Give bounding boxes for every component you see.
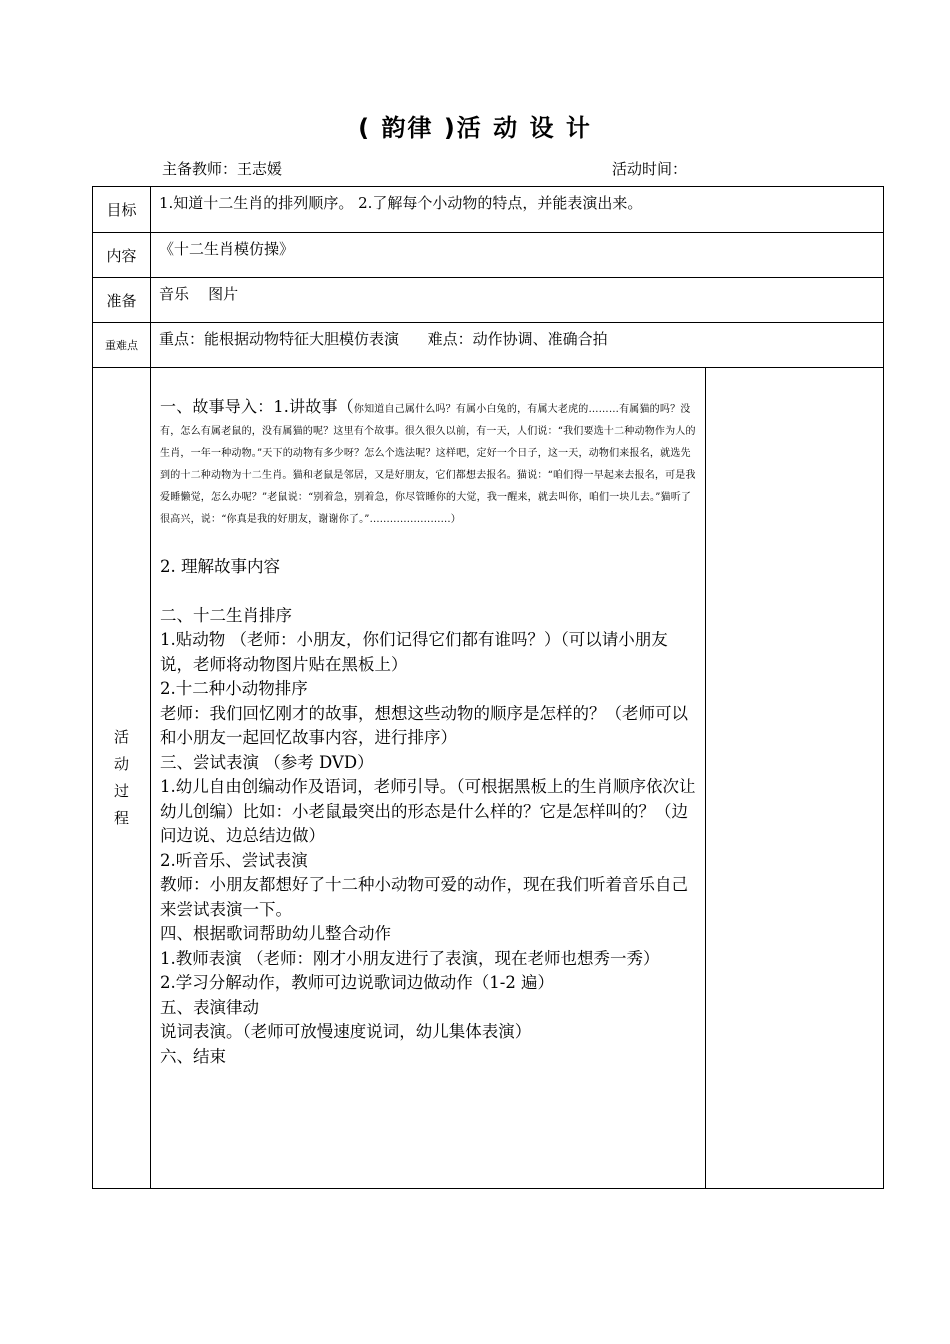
- content-row: [93, 233, 884, 278]
- process-line: 1.幼儿自由创编动作及语词，老师引导。（可根据黑板上的生肖顺序依次让幼儿创编）比如：小老鼠最突出的形态是什么样的？它是怎样叫的？（边问边说、边总结边做）: [160, 777, 696, 845]
- story-intro: 一、故事导入：1.讲故事（: [160, 397, 354, 416]
- activity-table: [92, 186, 884, 1189]
- process-line: 四、根据歌词帮助幼儿整合动作: [160, 924, 391, 943]
- key-label: 重难点: [93, 323, 151, 368]
- prep-row: [93, 278, 884, 323]
- goal-label: 目标: [93, 187, 151, 233]
- activity-time: 活动时间：: [612, 160, 688, 178]
- process-line: 老师：我们回忆刚才的故事，想想这些动物的顺序是怎样的？（老师可以和小朋友一起回忆故事内容，进行排序）: [160, 703, 688, 747]
- process-row: [93, 368, 884, 1189]
- process-line: 五、表演律动: [160, 997, 259, 1017]
- prep-content: 音乐 图片: [159, 285, 239, 303]
- content-label: 内容: [93, 233, 151, 278]
- process-line: 2. 理解故事内容: [160, 557, 280, 576]
- process-label-char: 活: [113, 728, 129, 746]
- process-line: 教师：小朋友都想好了十二种小动物可爱的动作，现在我们听着音乐自己来尝试表演一下。: [160, 875, 688, 919]
- process-content: [151, 368, 705, 1069]
- process-line: 说词表演。（老师可放慢速度说词，幼儿集体表演）: [160, 1022, 532, 1041]
- goal-content: 1.知道十二生肖的排列顺序。 2.了解每个小动物的特点，并能表演出来。: [159, 194, 643, 212]
- process-label: [93, 368, 151, 1189]
- story-text: 你知道自己属什么吗？有属小白兔的，有属大老虎的………有属猫的吗？没有，怎么有属老鼠的，没有属猫的呢？这里有个故事。很久很久以前，有一天，人们说：“我们要选十二种动物作为人的生肖，一年一种动物。”天下的动物有多少呀？怎么个选法呢？这样吧，定好一个日子，这一天，动物们来报名，就选先到的十二种动物为十二生肖。猫和老鼠是邻居，又是好朋友，它们都想去报名。猫说：“咱们得一早起来去报名，可是我爱睡懒觉，怎么办呢？”老鼠说：“别着急，别着急，你尽管睡你的大觉，我一醒来，就去叫你，咱们一块儿去。”猫听了很高兴，说：“你真是我的好朋友，谢谢你了。”........................）: [160, 404, 696, 525]
- process-label-char: 过: [113, 782, 129, 800]
- page-title: ( 韵律 )活 动 设 计: [358, 114, 592, 142]
- process-line: 二、十二生肖排序: [160, 605, 292, 625]
- process-line: 2.十二种小动物排序: [160, 679, 308, 698]
- key-row: [93, 323, 884, 368]
- story-paragraph: [160, 396, 697, 531]
- process-line: 六、结束: [160, 1046, 226, 1066]
- process-line: 1.贴动物 （老师：小朋友，你们记得它们都有谁吗？）（可以请小朋友说，老师将动物图片贴在黑板上）: [160, 630, 668, 674]
- prep-label: 准备: [93, 278, 151, 323]
- lead-teacher: 主备教师：王志媛: [162, 160, 283, 178]
- process-label-char: 动: [113, 755, 129, 773]
- content-content: 《十二生肖模仿操》: [159, 240, 295, 258]
- process-label-char: 程: [113, 809, 129, 827]
- process-line: 2.听音乐、尝试表演: [160, 850, 308, 870]
- process-line: 三、尝试表演 （参考 DVD）: [160, 752, 374, 772]
- key-content: 重点：能根据动物特征大胆模仿表演 难点：动作协调、准确合拍: [159, 330, 608, 348]
- process-line: 2.学习分解动作，教师可边说歌词边做动作（1-2 遍）: [160, 973, 555, 992]
- process-line: 1.教师表演 （老师：刚才小朋友进行了表演，现在老师也想秀一秀）: [160, 948, 660, 968]
- notes-column: [706, 368, 884, 1189]
- goal-row: [93, 187, 884, 233]
